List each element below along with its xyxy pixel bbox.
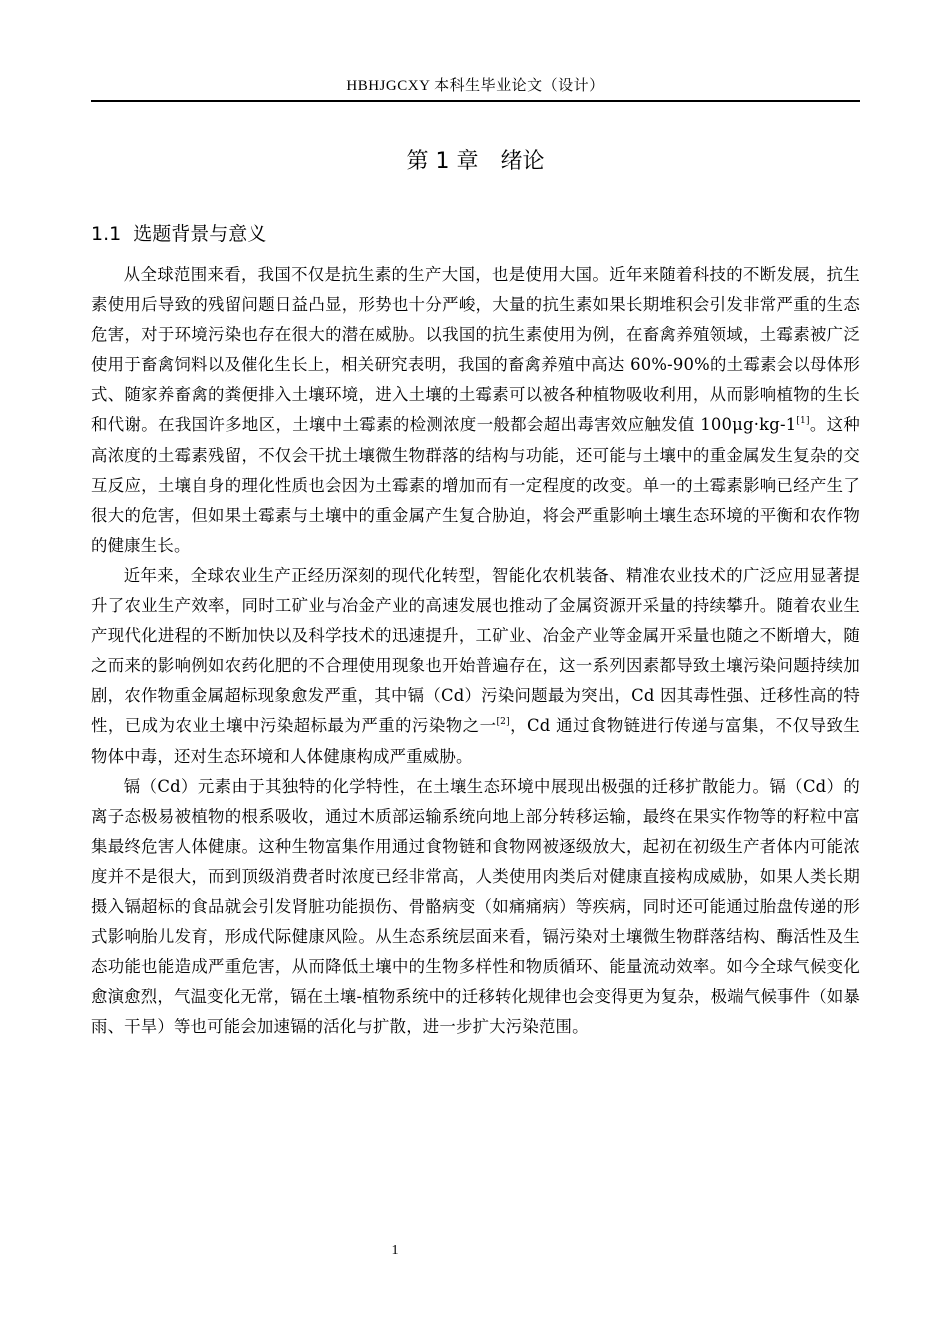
paragraph-2 (91, 561, 860, 772)
citation-2: [2] (496, 717, 510, 728)
page-header (91, 70, 860, 102)
paragraph-3 (91, 772, 860, 1043)
paragraph-text: 近年来，全球农业生产正经历深刻的现代化转型，智能化农机装备、精准农业技术的广泛应用显著提升了农业生产效率，同时工矿业与冶金产业的高速发展也推动了金属资源开采量的持续攀升。随着农业生产现代化进程的不断加快以及科学技术的迅速提升，工矿业、冶金产业等金属开采量也随之不断增大，随之而来的影响例如农药化肥的不合理使用现象也开始普遍存在，这一系列因素都导致土壤污染问题持续加剧，农作物重金属超标现象愈发严重，其中镉（Cd）污染问题最为突出，Cd 因其毒性强、迁移性高的特性，已成为农业土壤中污染超标最为严重的污染物之一 (91, 565, 860, 736)
section-heading: 1.1 选题背景与意义 (91, 223, 267, 245)
paragraph-text: 从全球范围来看，我国不仅是抗生素的生产大国，也是使用大国。近年来随着科技的不断发展，抗生素使用后导致的残留问题日益凸显，形势也十分严峻，大量的抗生素如果长期堆积会引发非常严重的生态危害，对于环境污染也存在很大的潜在威胁。以我国的抗生素使用为例，在畜禽养殖领域，土霉素被广泛使用于畜禽饲料以及催化生长上，相关研究表明，我国的畜禽养殖中高达 60%-90%的土霉素会以母体形式、随家养畜禽的粪便排入土壤环境，进入土壤的土霉素可以被各种植物吸收利用，从而影响植物的生长和代谢。在我国许多地区，土壤中土霉素的检测浓度一般都会超出毒害效应触发值 100μg·kg-1 (91, 265, 860, 435)
citation-1: [1] (796, 416, 810, 427)
paragraph-1 (91, 260, 860, 561)
paragraph-text: ，Cd 通过食物链进行传递与富集，不仅导致生物体中毒，还对生态环境和人体健康构成严重威胁。 (91, 716, 860, 766)
paragraph-text: 镉（Cd）元素由于其独特的化学特性，在土壤生态环境中展现出极强的迁移扩散能力。镉（Cd）的离子态极易被植物的根系吸收，通过木质部运输系统向地上部分转移运输，最终在果实作物等的籽粒中富集最终危害人体健康。这种生物富集作用通过食物链和食物网被逐级放大，起初在初级生产者体内可能浓度并不是很大，而到顶级消费者时浓度已经非常高，人类使用肉类后对健康直接构成威胁，如果人类长期摄入镉超标的食品就会引发肾脏功能损伤、骨骼病变（如痛痛病）等疾病，同时还可能通过胎盘传递的形式影响胎儿发育，形成代际健康风险。从生态系统层面来看，镉污染对土壤微生物群落结构、酶活性及生态功能也能造成严重危害，从而降低土壤中的生物多样性和物质循环、能量流动效率。如今全球气候变化愈演愈烈，气温变化无常，镉在土壤-植物系统中的迁移转化规律也会变得更为复杂，极端气候事件（如暴雨、干旱）等也可能会加速镉的活化与扩散，进一步扩大污染范围。 (91, 776, 860, 1037)
paragraph-text: 。这种高浓度的土霉素残留，不仅会干扰土壤微生物群落的结构与功能，还可能与土壤中的重金属发生复杂的交互反应，土壤自身的理化性质也会因为土霉素的增加而有一定程度的改变。单一的土霉素影响已经产生了很大的危害，但如果土霉素与土壤中的重金属产生复合胁迫，将会严重影响土壤生态环境的平衡和农作物的健康生长。 (91, 415, 860, 555)
chapter-title: 第 1 章 绪论 (406, 149, 545, 174)
page-header-text: HBHJGCXY 本科生毕业论文（设计） (346, 78, 605, 94)
page-number: 1 (391, 1243, 399, 1258)
body-text (91, 260, 860, 1042)
